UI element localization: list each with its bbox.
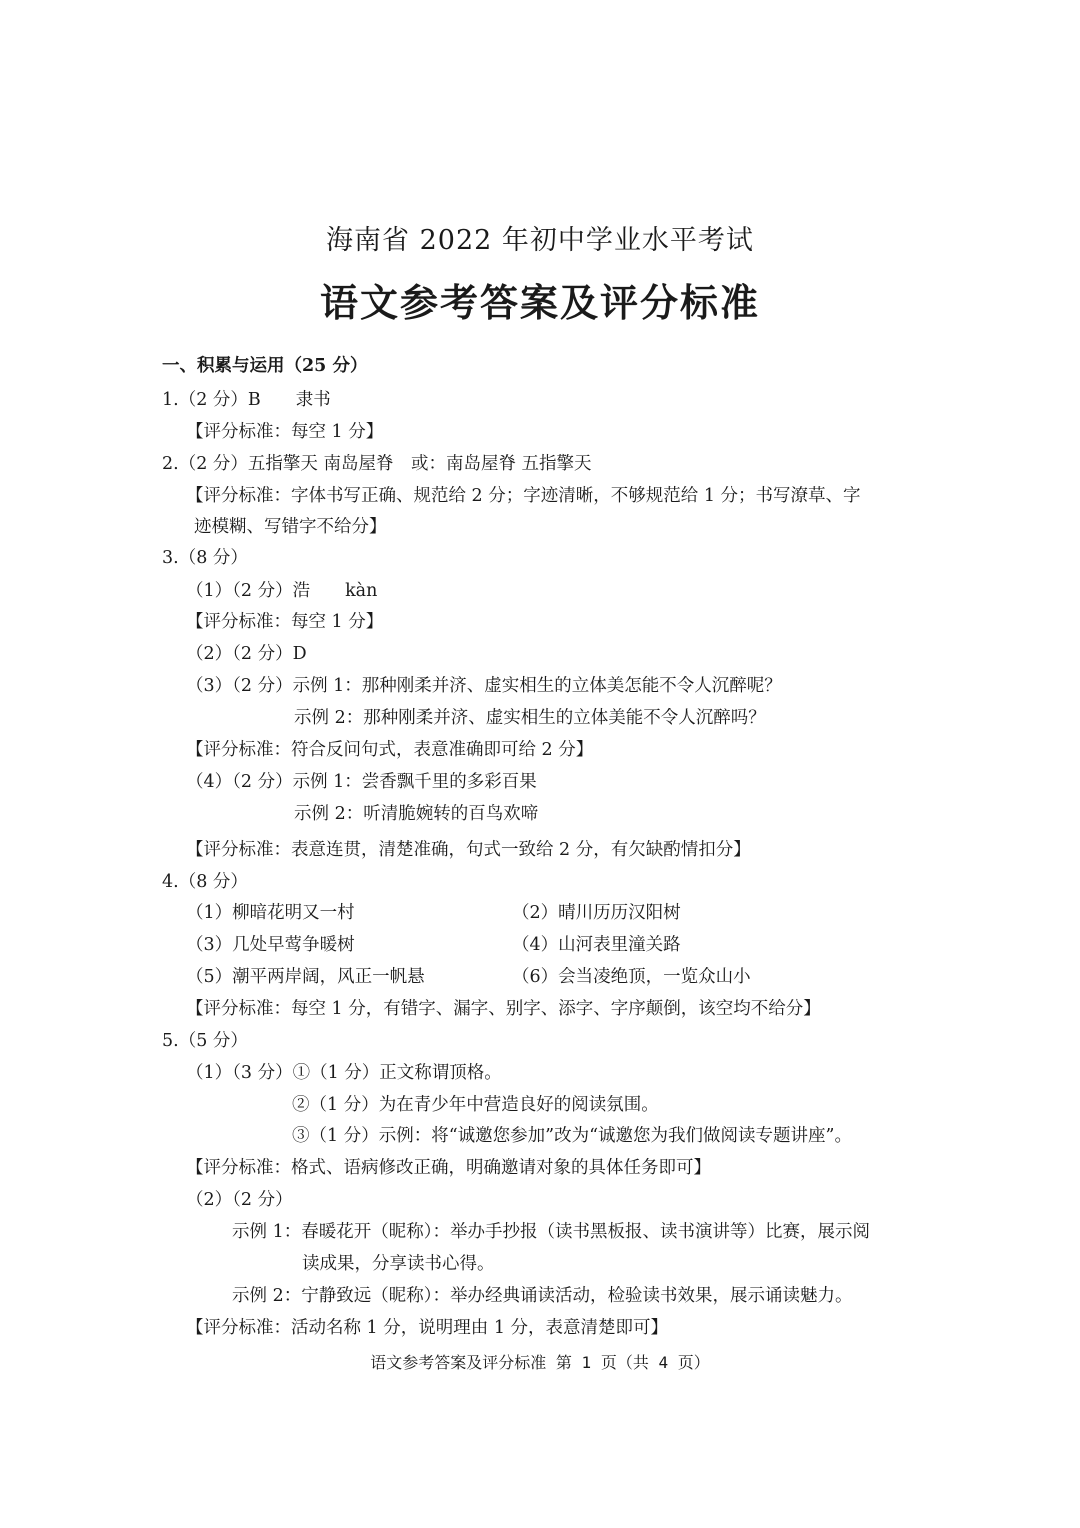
- q5-part2-header: （2）（2 分）: [186, 1190, 293, 1210]
- q4-standard: 【评分标准：每空 1 分，有错字、漏字、别字、添字、字序颠倒，该空均不给分】: [186, 999, 821, 1019]
- q5-part1-item2: ②（1 分）为在青少年中营造良好的阅读氛围。: [292, 1095, 659, 1115]
- q3-part3-example2: 示例 2：那种刚柔并济、虚实相生的立体美能不令人沉醉吗？: [294, 708, 766, 728]
- q3-part3-example1: （3）（2 分）示例 1：那种刚柔并济、虚实相生的立体美怎能不令人沉醉呢？: [186, 676, 782, 696]
- q5-example2: 示例 2：宁静致远（昵称）：举办经典诵读活动，检验读书效果，展示诵读魅力。: [232, 1286, 853, 1306]
- q5-part1-item1: （1）（3 分）①（1 分）正文称谓顶格。: [186, 1063, 502, 1083]
- q3-part2: （2）（2 分）D: [186, 644, 307, 664]
- q4-answer-6: （6）会当凌绝顶，一览众山小: [512, 967, 751, 987]
- q5-part1-item3: ③（1 分）示例：将“诚邀您参加”改为“诚邀您为我们做阅读专题讲座”。: [292, 1126, 852, 1146]
- q5-header: 5.（5 分）: [162, 1031, 248, 1051]
- q3-part4-example1: （4）（2 分）示例 1：尝香飘千里的多彩百果: [186, 772, 537, 792]
- exam-title: 海南省 2022 年初中学业水平考试: [326, 225, 754, 256]
- q3-header: 3.（8 分）: [162, 548, 248, 568]
- q1-answer: 1.（2 分）B 隶书: [162, 390, 331, 410]
- q5-example1-line2: 读成果，分享读书心得。: [302, 1254, 495, 1274]
- document-title: 语文参考答案及评分标准: [319, 280, 760, 325]
- q3-part1-standard: 【评分标准：每空 1 分】: [186, 612, 384, 632]
- q3-part4-example2: 示例 2：听清脆婉转的百鸟欢啼: [294, 804, 539, 824]
- q3-part4-standard: 【评分标准：表意连贯，清楚准确，句式一致给 2 分，有欠缺酌情扣分】: [186, 840, 751, 860]
- q4-answer-4: （4）山河表里潼关路: [512, 935, 681, 955]
- q2-answer: 2.（2 分）五指擎天 南岛屋脊 或：南岛屋脊 五指擎天: [162, 454, 592, 474]
- q5-part1-standard: 【评分标准：格式、语病修改正确，明确邀请对象的具体任务即可】: [186, 1158, 711, 1178]
- q4-answer-1: （1）柳暗花明又一村: [186, 903, 355, 923]
- q2-standard-line1: 【评分标准：字体书写正确、规范给 2 分；字迹清晰，不够规范给 1 分；书写潦草、字: [186, 486, 861, 506]
- q5-example1-line1: 示例 1：春暖花开（昵称）：举办手抄报（读书黑板报、读书演讲等）比赛，展示阅: [232, 1222, 870, 1242]
- q3-part3-standard: 【评分标准：符合反问句式，表意准确即可给 2 分】: [186, 740, 594, 760]
- q4-header: 4.（8 分）: [162, 872, 248, 892]
- q3-part1: （1）（2 分）浩 kàn: [186, 581, 378, 601]
- q1-standard: 【评分标准：每空 1 分】: [186, 422, 384, 442]
- page-footer: 语文参考答案及评分标准 第 1 页（共 4 页）: [370, 1353, 710, 1372]
- q4-answer-3: （3）几处早莺争暖树: [186, 935, 355, 955]
- q5-part2-standard: 【评分标准：活动名称 1 分，说明理由 1 分，表意清楚即可】: [186, 1318, 669, 1338]
- q4-answer-5: （5）潮平两岸阔，风正一帆悬: [186, 967, 425, 987]
- q2-standard-line2: 迹模糊、写错字不给分】: [194, 517, 387, 537]
- section-heading: 一、积累与运用（25 分）: [162, 356, 368, 376]
- q4-answer-2: （2）晴川历历汉阳树: [512, 903, 681, 923]
